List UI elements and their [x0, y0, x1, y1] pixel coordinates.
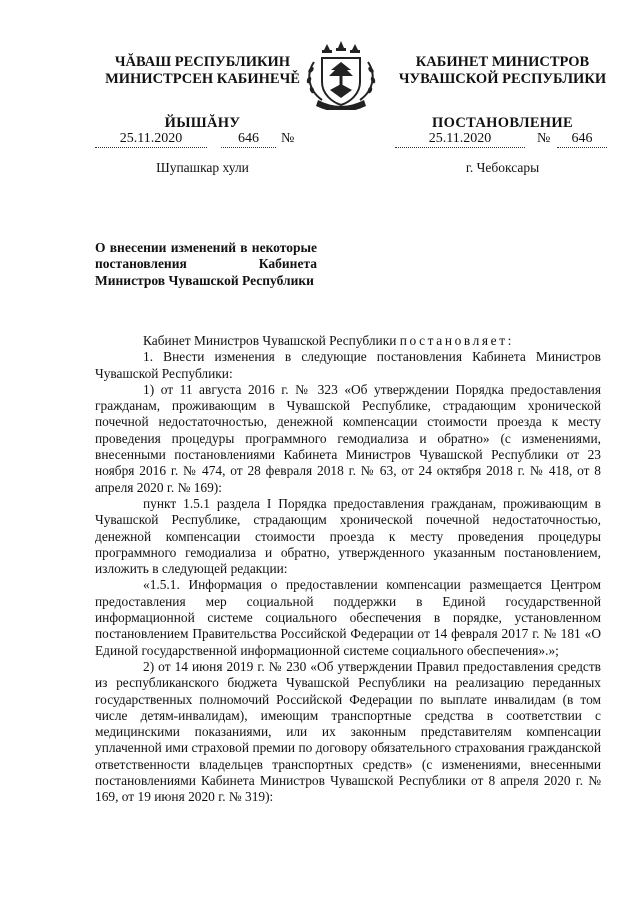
header-left-doc-type: ЙЫШĂНУ: [164, 115, 241, 131]
number-right: 646: [557, 131, 607, 148]
number-left: 646: [221, 131, 276, 148]
body-paragraph: 2) от 14 июня 2019 г. № 230 «Об утверждении Правил предоставления средств из республиканского бюджета Чувашской Республики на реализацию переданных государственных полномочий Российской Федерации по выплате инвалидам (в том числе детям-инвалидам), имеющим транспортные средства в соответствии с медицинскими показаниями, или их законным представителям компенсации уплаченной ими страховой премии по договору обязательного страхования гражданской ответственности владельцев транспортных средств» (с изменениями, внесенными постановлениями Кабинета Министров Чувашской Республики от 8 апреля 2020 г. № 169, от 19 июня 2020 г. № 319):: [95, 658, 601, 805]
body-paragraph: пункт 1.5.1 раздела I Порядка предоставления гражданам, проживающим в Чувашской Республике, страдающим хронической почечной недостаточностью, денежной компенсации стоимости проезда к месту проведения процедуры программного гемодиализа и обратно, утвержденного указанным постановлением, изложить в следующей редакции:: [95, 495, 601, 577]
document-subject: О внесении изменений в некоторые постановления Кабинета Министров Чувашской Республики: [95, 240, 317, 288]
header-left-line1: ЧĂВАШ РЕСПУБЛИКИН: [114, 54, 291, 70]
body-paragraph: 1. Внести изменения в следующие постановления Кабинета Министров Чувашской Республики:: [95, 349, 601, 381]
place-right: г. Чебоксары: [465, 160, 540, 175]
date-number-line-right: [395, 131, 610, 149]
header-right-line2: ЧУВАШСКОЙ РЕСПУБЛИКИ: [398, 71, 607, 87]
body-paragraph: «1.5.1. Информация о предоставлении компенсации размещается Центром предоставления мер социальной поддержки в Единой государственной информационной системе социального обеспечения в порядке, установленном постановлением Правительства Российской Федерации от 14 февраля 2017 г. № 181 «О Единой государственной информационной системе социального обеспечения».»;: [95, 577, 601, 658]
date-number-line-left: [95, 131, 310, 149]
number-sign-right: №: [537, 131, 551, 146]
header-right-line1: КАБИНЕТ МИНИСТРОВ: [415, 54, 590, 70]
place-left: Шупашкар хули: [156, 160, 249, 175]
document-body: [95, 333, 601, 806]
header-left-line2: МИНИСТРСЕН КАБИНЕЧĚ: [105, 71, 300, 87]
intro-decree-word: постановляет:: [399, 333, 514, 348]
date-left: 25.11.2020: [95, 131, 207, 148]
intro-paragraph: [95, 333, 601, 349]
header-right-doc-type: ПОСТАНОВЛЕНИЕ: [432, 115, 573, 131]
body-paragraph: 1) от 11 августа 2016 г. № 323 «Об утверждении Порядка предоставления гражданам, проживающим в Чувашской Республике, страдающим хронической почечной недостаточностью, денежной компенсации стоимости проезда к месту проведения процедуры программного гемодиализа и обратно» (с изменениями, внесенными постановлениями Кабинета Министров Чувашской Республики от 23 ноября 2016 г. № 474, от 28 февраля 2018 г. № 63, от 24 октября 2018 г. № 418, от 8 апреля 2020 г. № 169):: [95, 381, 601, 495]
date-right: 25.11.2020: [395, 131, 525, 148]
header-right: [395, 54, 610, 132]
header-left: [95, 54, 310, 132]
chuvash-coat-of-arms-icon: [300, 40, 382, 110]
number-sign-left: №: [281, 131, 295, 146]
intro-prefix: Кабинет Министров Чувашской Республики: [143, 333, 397, 348]
